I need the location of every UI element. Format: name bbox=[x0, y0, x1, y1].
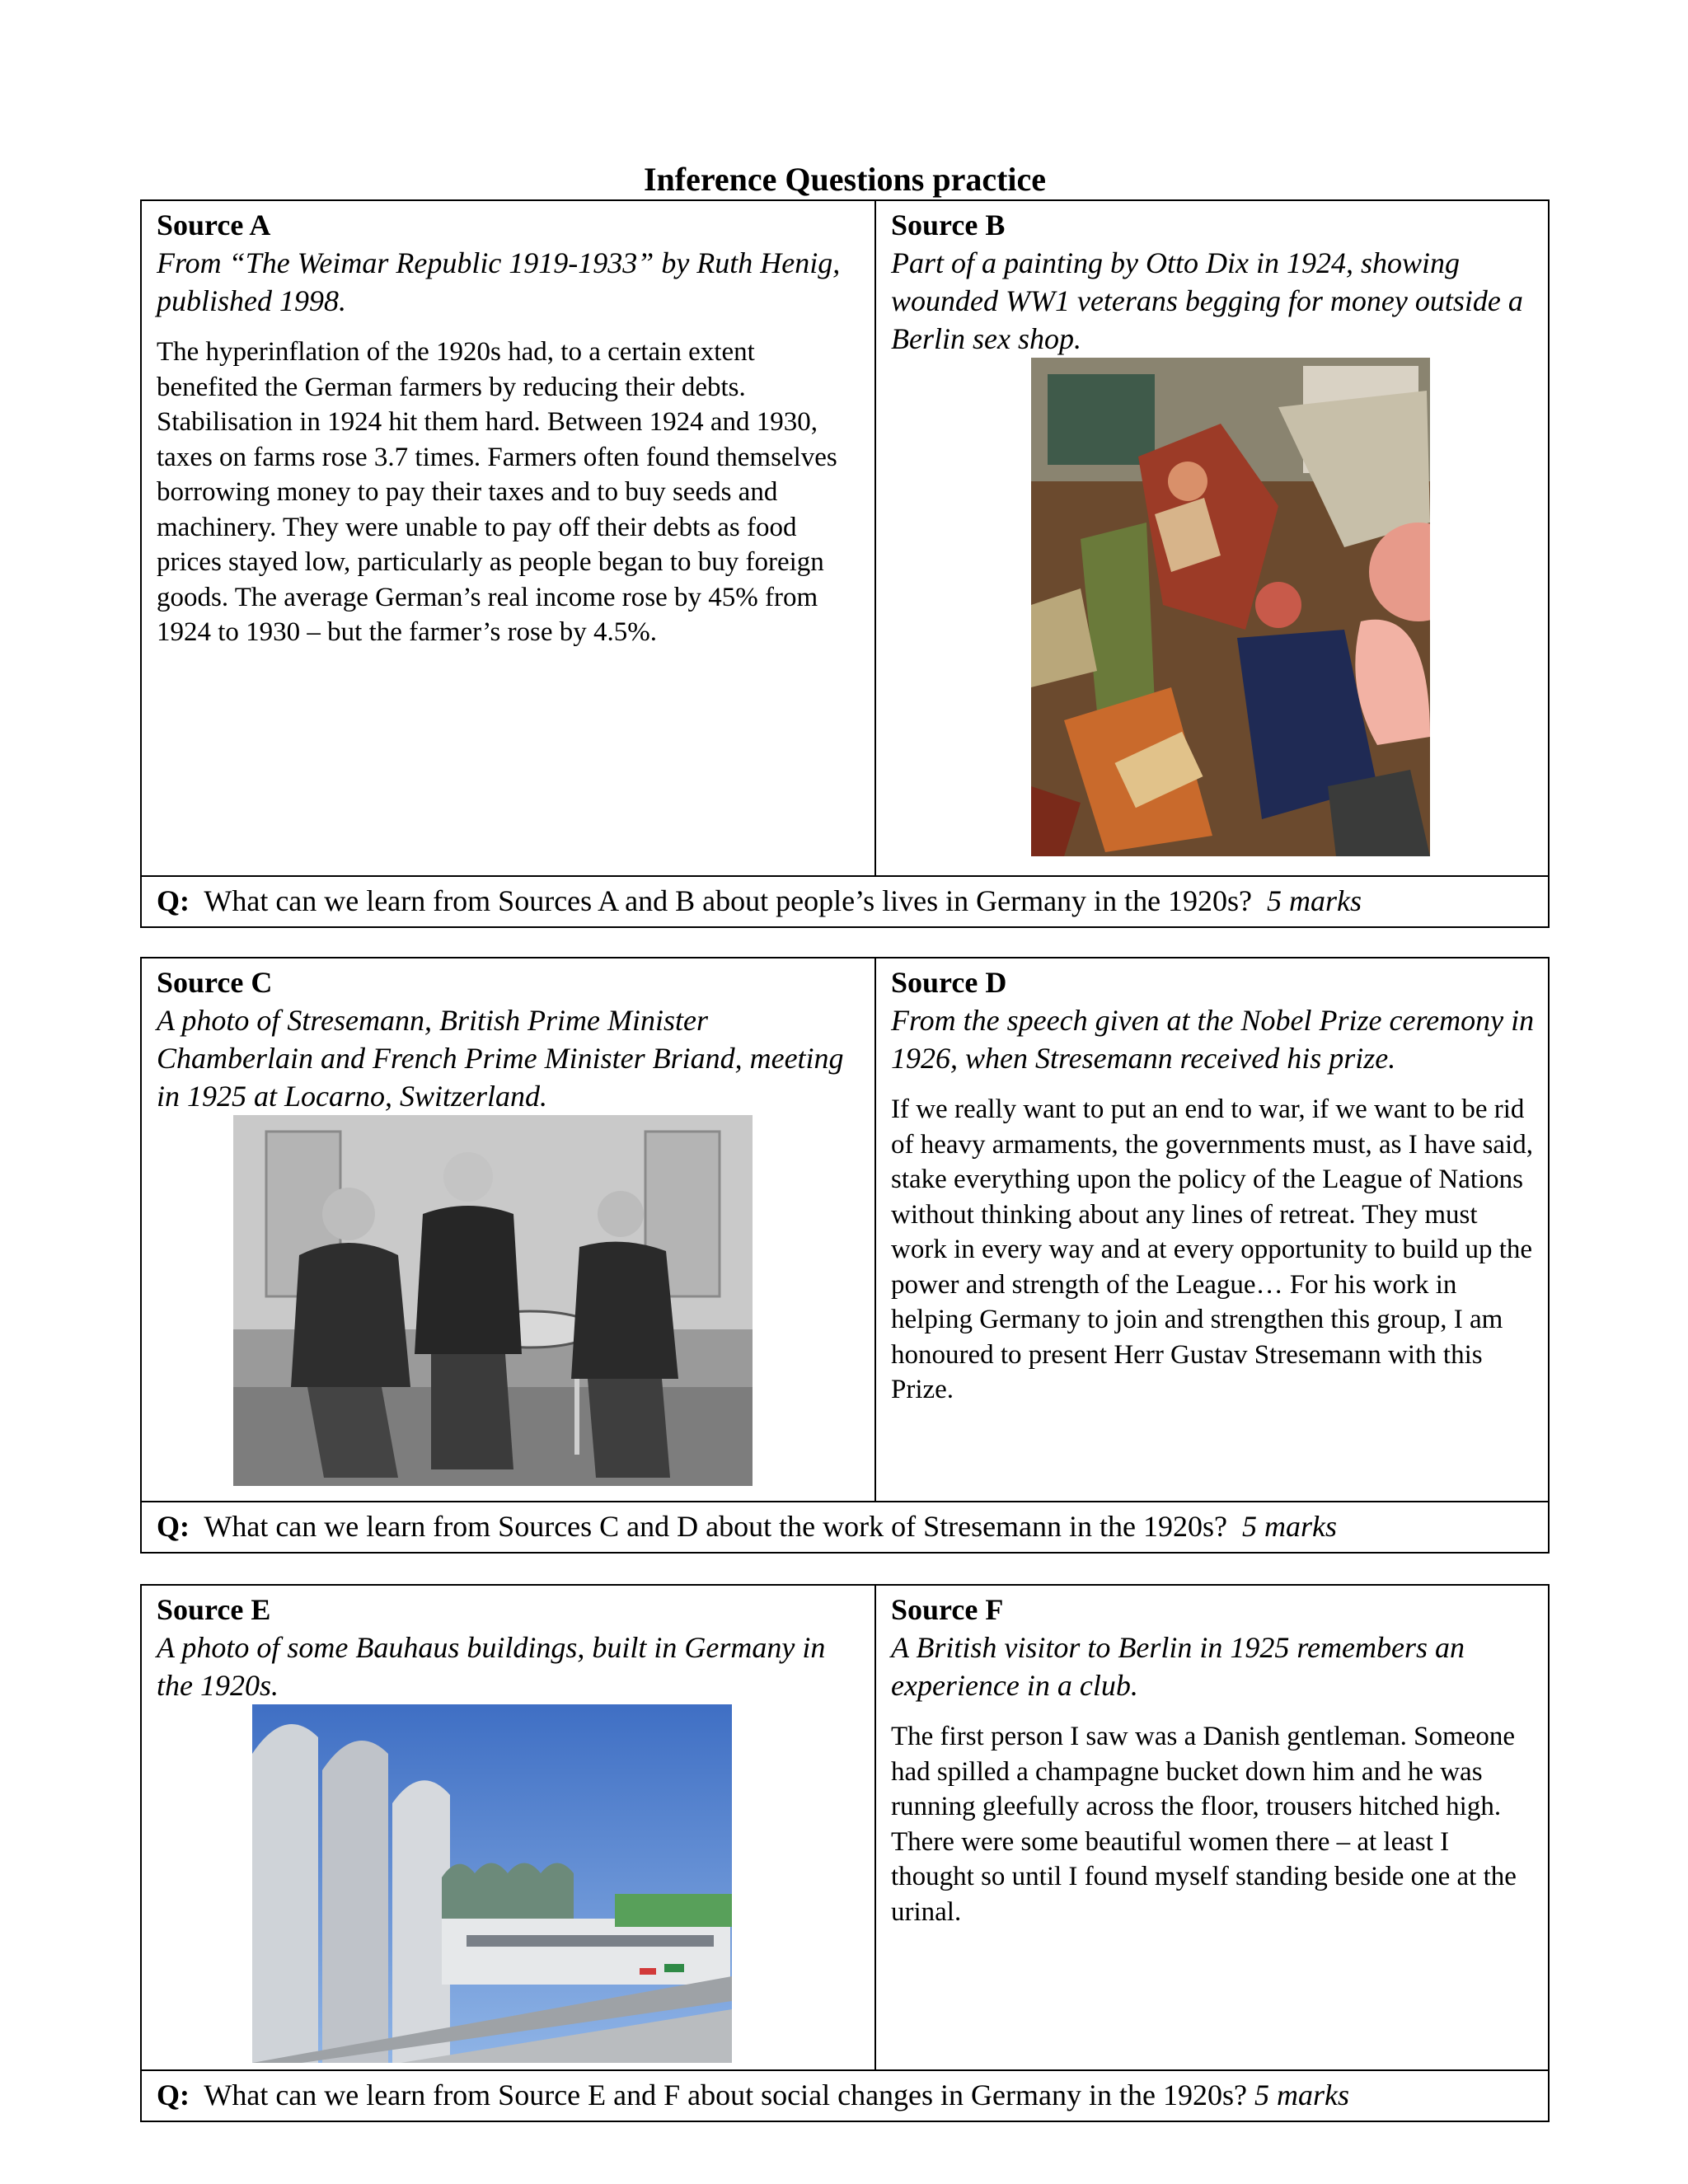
locarno-photo-image bbox=[233, 1115, 753, 1486]
question-1-marks: 5 marks bbox=[1267, 884, 1362, 917]
section-sources-e-f bbox=[140, 1584, 1550, 2122]
bauhaus-photo-image bbox=[252, 1704, 732, 2063]
question-3-marks: 5 marks bbox=[1254, 2079, 1349, 2111]
source-f-heading: Source F bbox=[891, 1593, 1004, 1626]
question-3-text: What can we learn from Source E and F about social changes in Germany in the 1920s? bbox=[204, 2079, 1247, 2111]
question-2-label: Q: bbox=[157, 1510, 190, 1543]
page-title: Inference Questions practice bbox=[643, 161, 1047, 198]
source-c-cell bbox=[141, 958, 875, 1502]
question-2-marks: 5 marks bbox=[1242, 1510, 1338, 1543]
source-b-caption: Part of a painting by Otto Dix in 1924, showing wounded WW1 veterans begging for money outside a Berlin sex shop. bbox=[891, 246, 1523, 355]
source-b-heading: Source B bbox=[891, 209, 1006, 241]
question-1-text: What can we learn from Sources A and B about people’s lives in Germany in the 1920s? bbox=[204, 884, 1253, 917]
source-b-cell bbox=[875, 200, 1549, 876]
source-c-heading: Source C bbox=[157, 966, 273, 999]
source-a-cell bbox=[141, 200, 875, 876]
source-d-caption: From the speech given at the Nobel Prize ceremony in 1926, when Stresemann received his prize. bbox=[891, 1004, 1535, 1075]
source-a-text: The hyperinflation of the 1920s had, to a certain extent benefited the German farmers by reducing their debts. Stabilisation in 1924 hit them hard. Between 1924 and 1930, taxes on farms rose 3.7 times. Farmers often found themselves borrowing money to pay their taxes and to buy seeds and machinery. They were unable to pay off their debts as food prices stayed low, particularly as people began to buy foreign goods. The average German’s real income rose by 45% from 1924 to 1930 – but the farmer’s rose by 4.5%. bbox=[157, 337, 837, 647]
source-d-text: If we really want to put an end to war, if we want to be rid of heavy armaments, the governments must, as I have said, stake everything upon the policy of the League of Nations without thinking about any lines of retreat. They must work in every way and at every opportunity to build up the power and strength of the League… For his work in helping Germany to join and strengthen this group, I am honoured to present Herr Gustav Stresemann with this Prize. bbox=[891, 1094, 1533, 1404]
source-a-caption: From “The Weimar Republic 1919-1933” by Ruth Henig, published 1998. bbox=[157, 246, 841, 317]
section-sources-a-b bbox=[140, 199, 1550, 928]
otto-dix-painting-image bbox=[1031, 358, 1430, 856]
source-e-caption: A photo of some Bauhaus buildings, built in Germany in the 1920s. bbox=[157, 1631, 826, 1702]
question-2-text: What can we learn from Sources C and D about the work of Stresemann in the 1920s? bbox=[204, 1510, 1228, 1543]
section-sources-c-d bbox=[140, 957, 1550, 1554]
source-c-caption: A photo of Stresemann, British Prime Minister Chamberlain and French Prime Minister Briand, meeting in 1925 at Locarno, Switzerland. bbox=[157, 1004, 844, 1113]
question-1-label: Q: bbox=[157, 884, 190, 917]
question-2 bbox=[141, 1502, 1549, 1553]
question-3 bbox=[141, 2070, 1549, 2121]
source-f-cell bbox=[875, 1585, 1549, 2070]
source-d-cell bbox=[875, 958, 1549, 1502]
question-3-label: Q: bbox=[157, 2079, 190, 2111]
source-d-heading: Source D bbox=[891, 966, 1007, 999]
source-a-heading: Source A bbox=[157, 209, 271, 241]
source-f-text: The first person I saw was a Danish gentleman. Someone had spilled a champagne bucket down him and he was running gleefully across the floor, trousers hitched high. There were some beautiful women there – at least I thought so until I found myself standing beside one at the urinal. bbox=[891, 1722, 1517, 1927]
source-e-heading: Source E bbox=[157, 1593, 271, 1626]
source-f-caption: A British visitor to Berlin in 1925 remembers an experience in a club. bbox=[891, 1631, 1465, 1702]
question-1 bbox=[141, 876, 1549, 927]
source-e-cell bbox=[141, 1585, 875, 2070]
